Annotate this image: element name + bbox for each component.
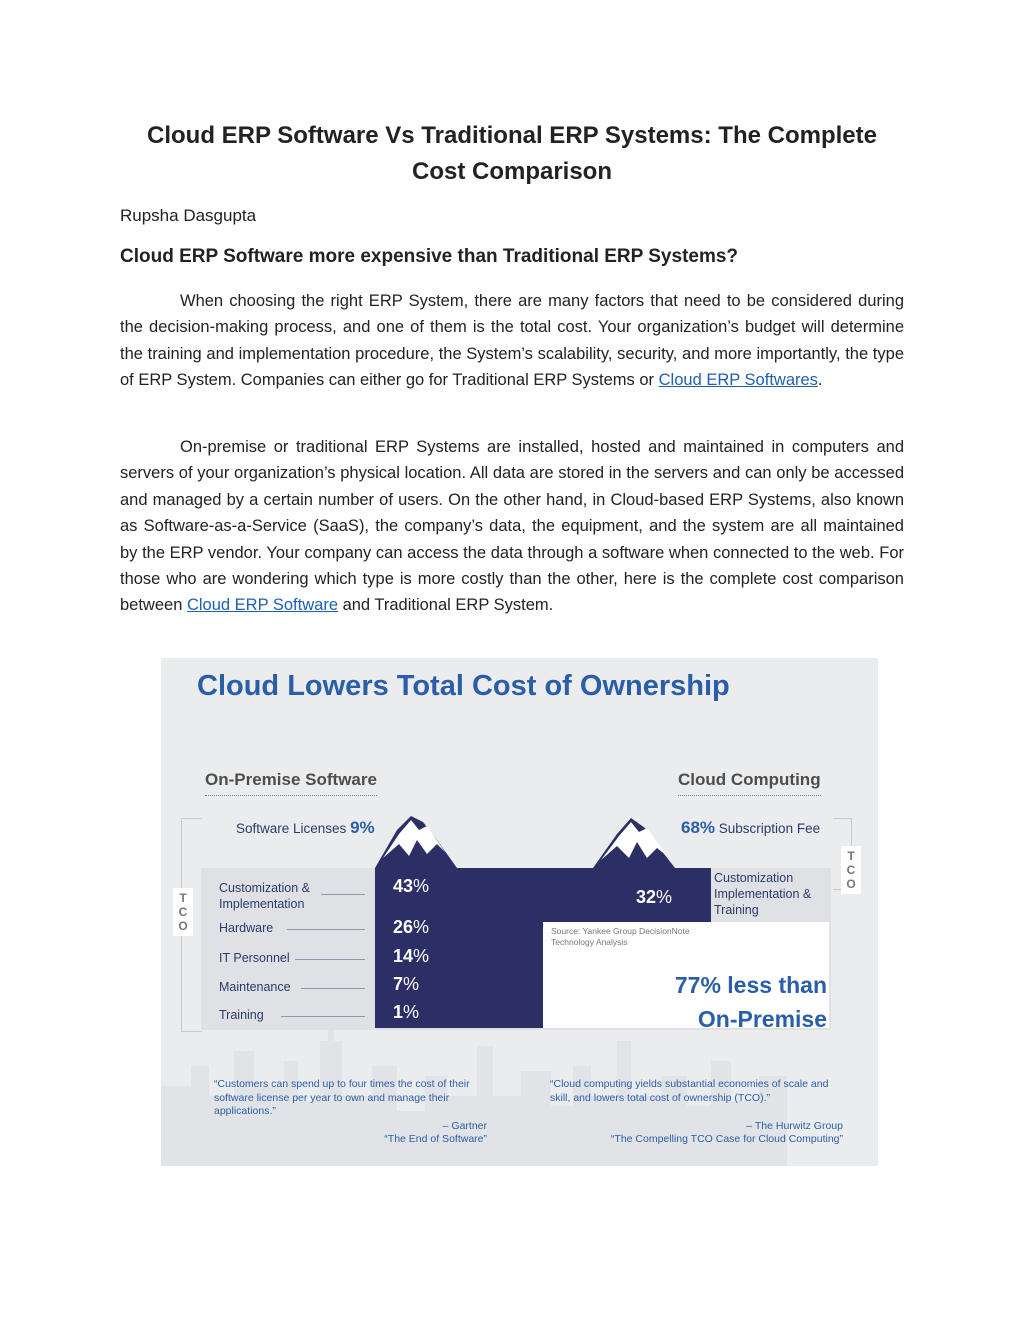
summary-line-1: 77% less than <box>674 972 827 998</box>
quote-gartner: “Customers can spend up to four times the cost of their software license per year to own and manage their applications.” <box>214 1078 470 1117</box>
subscription-fee-label: 68% Subscription Fee <box>681 818 821 837</box>
leader-line <box>301 988 365 989</box>
pct-training: 1% <box>393 1002 420 1022</box>
infographic-title: Cloud Lowers Total Cost of Ownership <box>197 670 730 702</box>
paragraph-1-text: When choosing the right ERP System, there are many factors that need to be considered during the decision-making process, and one of them is the total cost. Your organization’s budget will determine the training and implementation procedure, the System’s scalability, security, and more importantly, the type of ERP System. Companies can either go for Traditional ERP Systems or <box>120 292 904 390</box>
tco-label-right: T C O <box>841 846 861 894</box>
document-title: Cloud ERP Software Vs Traditional ERP Systems: The Complete Cost Comparison <box>147 122 877 185</box>
cloud-block <box>543 868 711 922</box>
paragraph-2-end: and Traditional ERP System. <box>338 596 554 615</box>
on-premise-heading: On-Premise Software <box>205 770 377 796</box>
pct-cloud-customization: 32% <box>636 887 673 907</box>
attribution-gartner: – Gartner “The End of Software” <box>384 1120 487 1145</box>
label-cloud-customization: Customization Implementation & Training <box>714 871 812 917</box>
software-licenses-label: Software Licenses 9% <box>236 818 375 837</box>
tco-label-left: T C O <box>173 888 193 936</box>
software-licenses-pct: 9% <box>350 818 375 837</box>
source-box <box>543 922 829 1032</box>
cloud-computing-heading: Cloud Computing <box>678 770 821 796</box>
paragraph-2-text: On-premise or traditional ERP Systems are installed, hosted and maintained in computers and servers of your organization’s physical location. All data are stored in the servers and can only be accessed and managed by a certain number of users. On the other hand, in Cloud-based ERP Systems, also known as Software-as-a-Service (SaaS), the company’s data, the equipment, and the system are all maintained by the ERP vendor. Your company can access the data through a software when connected to the web. For those who are wondering which type is more costly than the other, here is the complete cost comparison between <box>120 438 904 615</box>
leader-line <box>287 929 365 930</box>
label-training: Training <box>219 1008 264 1022</box>
cloud-erp-software-link[interactable]: Cloud ERP Software <box>186 596 338 615</box>
pct-customization-implementation: 43% <box>393 876 430 896</box>
subscription-fee-pct: 68% <box>681 818 716 837</box>
paragraph-1-end: . <box>817 371 823 390</box>
tco-infographic <box>161 658 878 1166</box>
leader-line <box>321 894 365 895</box>
author-name: Rupsha Dasgupta <box>120 206 257 225</box>
label-maintenance: Maintenance <box>219 980 291 994</box>
leader-line <box>281 1016 365 1017</box>
summary-line-2: On-Premise <box>697 1006 827 1032</box>
leader-line <box>295 959 365 960</box>
paragraph-1 <box>120 288 904 394</box>
cloud-erp-softwares-link[interactable]: Cloud ERP Softwares <box>658 371 818 390</box>
label-customization-implementation: Customization & Implementation <box>219 881 311 911</box>
pct-hardware: 26% <box>393 917 430 937</box>
label-it-personnel: IT Personnel <box>219 951 290 965</box>
pct-maintenance: 7% <box>393 974 420 994</box>
pct-it-personnel: 14% <box>393 946 430 966</box>
source-note: Source: Yankee Group DecisionNote Technology Analysis <box>551 926 690 947</box>
attribution-hurwitz: – The Hurwitz Group “The Compelling TCO Case for Cloud Computing” <box>610 1120 843 1145</box>
section-heading: Cloud ERP Software more expensive than Traditional ERP Systems? <box>120 246 739 267</box>
quote-hurwitz: “Cloud computing yields substantial economies of scale and skill, and lowers total cost of ownership (TCO).” <box>550 1078 829 1104</box>
label-hardware: Hardware <box>219 921 274 935</box>
paragraph-2 <box>120 434 904 619</box>
